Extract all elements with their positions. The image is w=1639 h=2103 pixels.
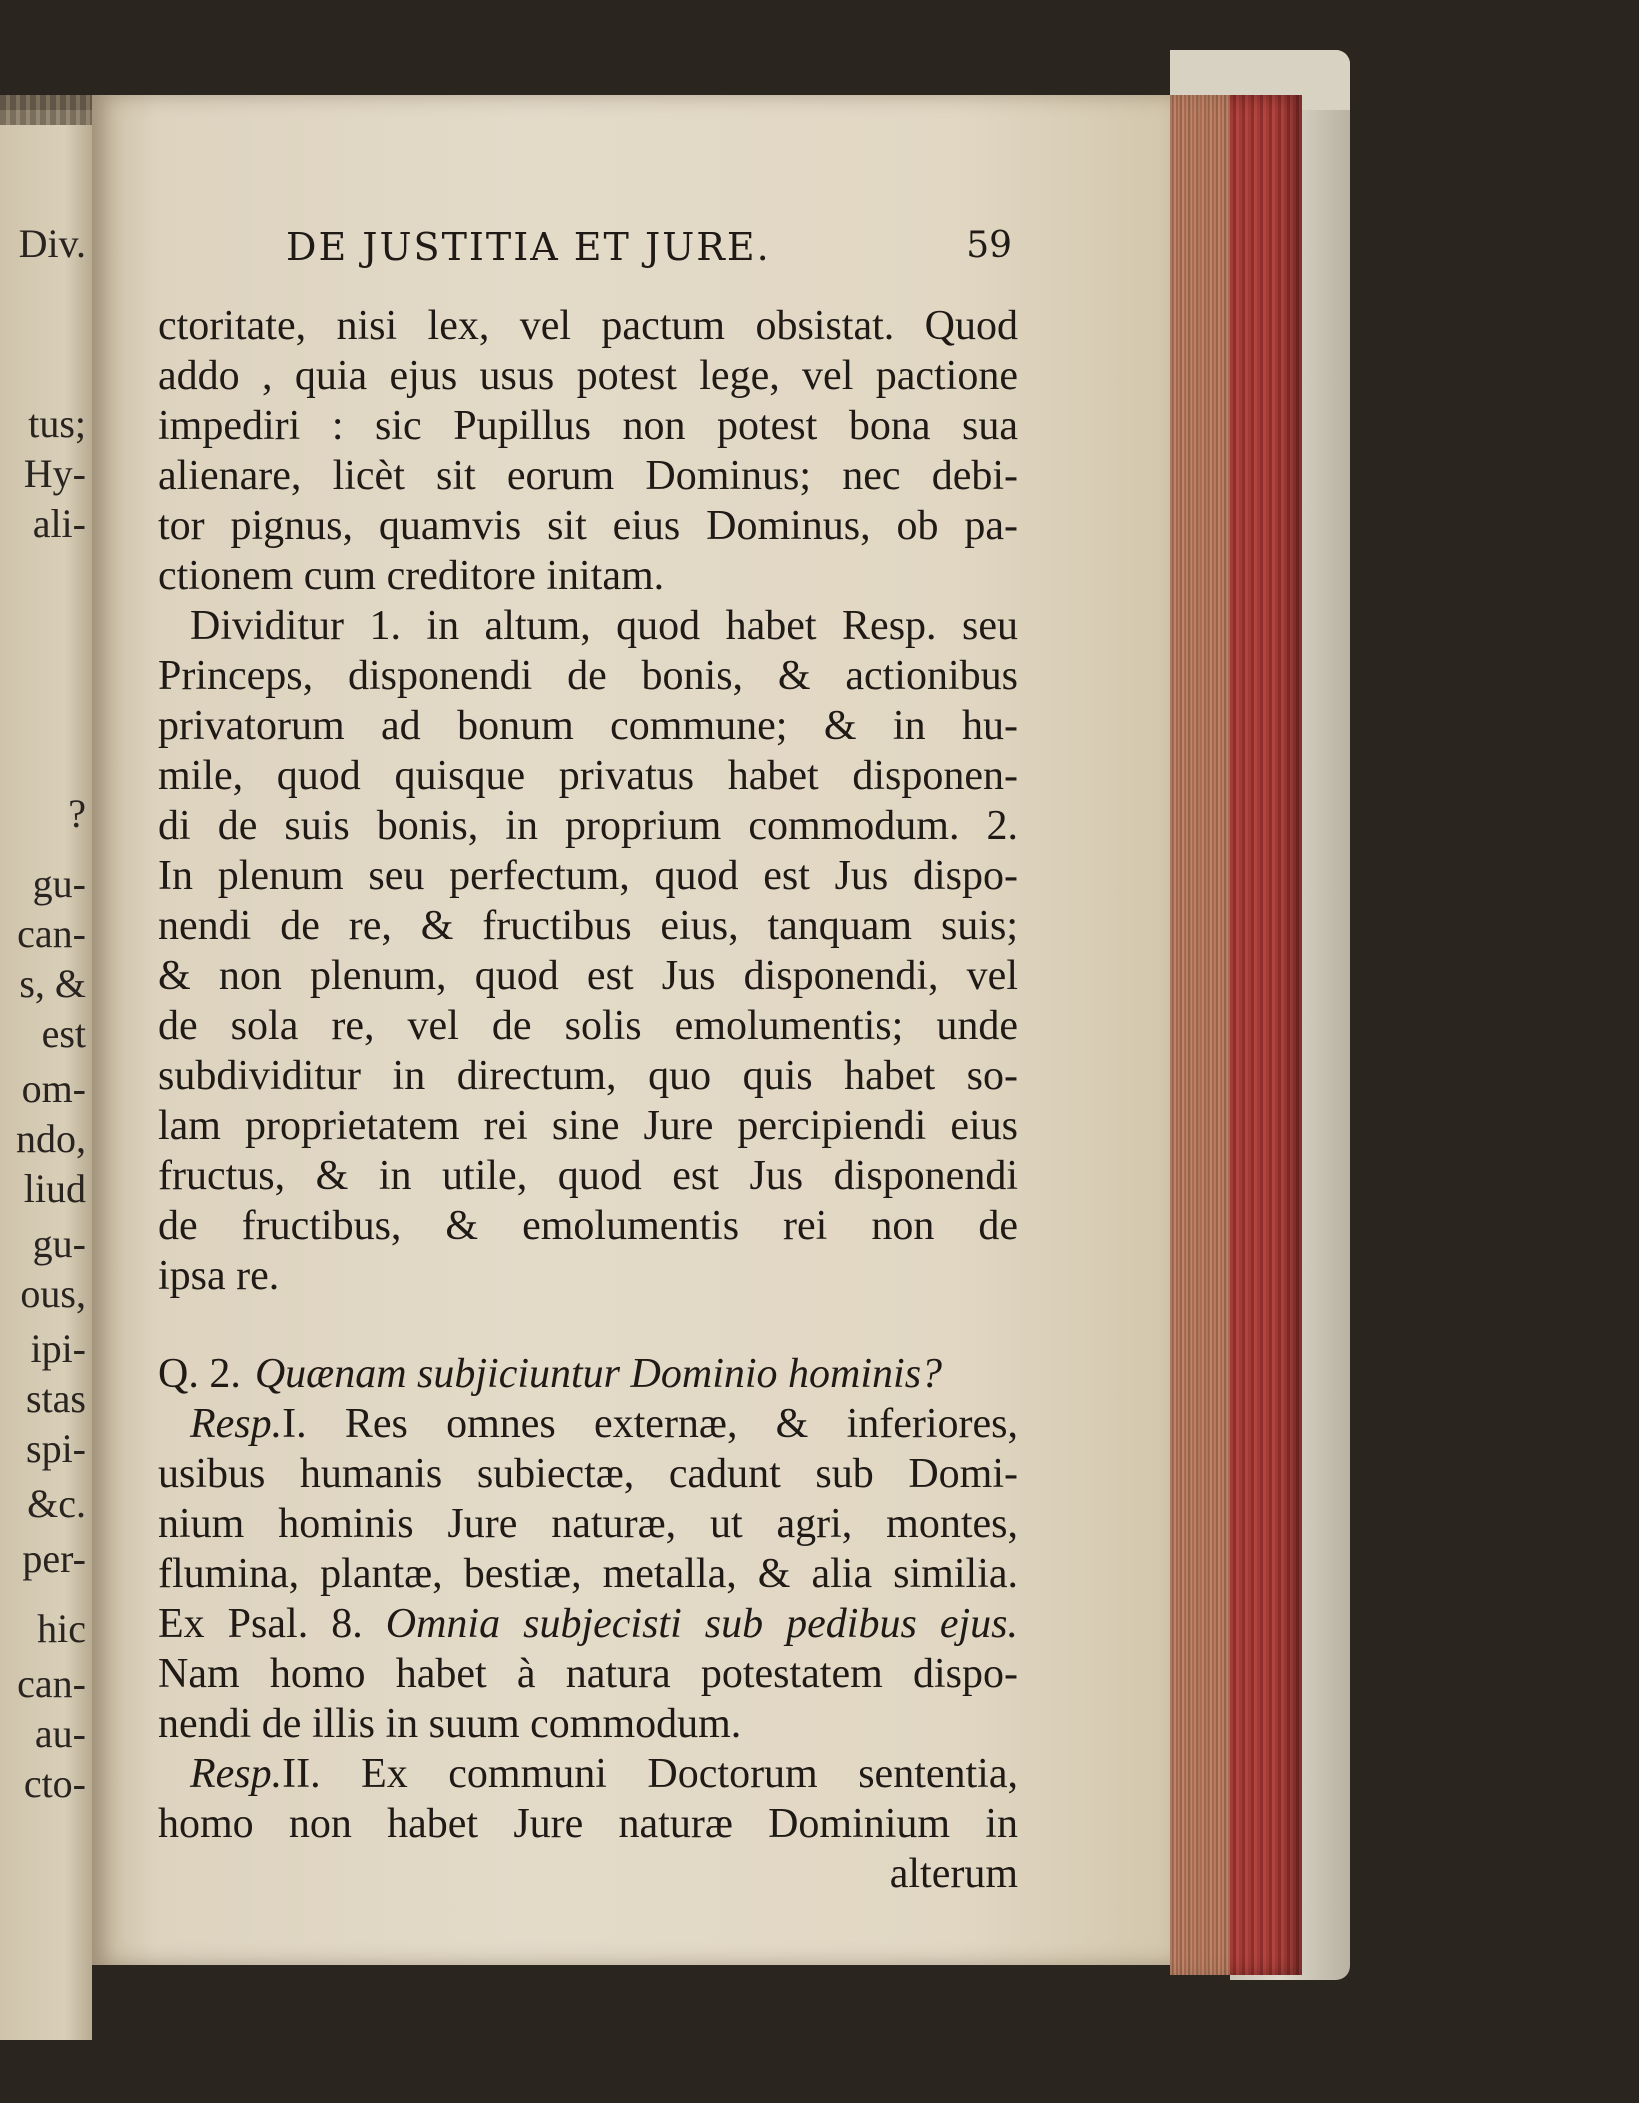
left-page-fragment: om- (21, 1066, 86, 1111)
left-page-fragment: can- (17, 1661, 86, 1706)
text-line (158, 1749, 1018, 1799)
text-line: Princeps, disponendi de bonis, & actionibus (158, 653, 1018, 699)
left-page-fragment: ous, (20, 1271, 86, 1316)
left-page-fragment: liud (23, 1166, 86, 1211)
text-line: ipsa re. (158, 1253, 280, 1299)
text-line: nendi de re, & fructibus eius, tanquam suis; (158, 903, 1018, 949)
left-page-fragment: per- (22, 1536, 86, 1581)
running-title: DE JUSTITIA ET JURE. (286, 225, 771, 269)
resp-text: I. Res omnes externæ, & inferiores, (282, 1401, 1018, 1447)
previous-page-strip (0, 110, 92, 2040)
left-page-fragment: stas (26, 1376, 86, 1421)
text-line (158, 1399, 1018, 1449)
left-page-fragment: ali- (32, 501, 86, 546)
text-line: nium hominis Jure naturæ, ut agri, montes, (158, 1501, 1018, 1547)
scripture-quote: Omnia subjecisti sub pedibus ejus. (385, 1601, 1019, 1647)
text-line: subdividitur in directum, quo quis habet so- (158, 1053, 1018, 1099)
page-text-block (158, 225, 1018, 1899)
left-page-fragment: tus; (28, 401, 86, 446)
text-line: privatorum ad bonum commune; & in hu- (158, 703, 1018, 749)
left-page-fragment: hic (37, 1606, 86, 1651)
text-line (158, 1599, 1018, 1649)
question-label: Q. 2. (158, 1351, 241, 1397)
text-line: & non plenum, quod est Jus disponendi, vel (158, 953, 1018, 999)
page-block-fore-edge (1170, 95, 1230, 1975)
text-line: ctoritate, nisi lex, vel pactum obsistat. Quod (158, 303, 1018, 349)
text-line: di de suis bonis, in proprium commodum. 2. (158, 803, 1018, 849)
text-line: de fructibus, & emolumentis rei non de (158, 1203, 1018, 1249)
text-line: In plenum seu perfectum, quod est Jus dispo- (158, 853, 1018, 899)
question-heading (158, 1349, 1018, 1399)
left-page-fragment: s, & (19, 961, 86, 1006)
text-line: ctionem cum creditore initam. (158, 553, 665, 599)
text-line: fructus, & in utile, quod est Jus disponendi (158, 1153, 1018, 1199)
response-1 (158, 1399, 1018, 1749)
left-page-fragment: &c. (27, 1481, 86, 1526)
running-head (158, 225, 1018, 285)
left-page-fragment: ipi- (30, 1326, 86, 1371)
left-page-fragment: Hy- (23, 451, 86, 496)
left-page-fragment: gu- (32, 861, 86, 906)
left-page-fragment: est (41, 1011, 86, 1056)
response-2 (158, 1749, 1018, 1899)
text-line: flumina, plantæ, bestiæ, metalla, & alia similia. (158, 1551, 1018, 1597)
left-page-fragment: au- (34, 1711, 86, 1756)
resp-text: II. Ex communi Doctorum sententia, (282, 1751, 1018, 1797)
text-line: usibus humanis subiectæ, cadunt sub Domi- (158, 1451, 1018, 1497)
text-line: nendi de illis in suum commodum. (158, 1701, 742, 1747)
resp-label: Resp. (190, 1401, 283, 1447)
left-page-fragment: spi- (26, 1426, 86, 1471)
left-page-fragment: Div. (18, 221, 86, 266)
left-page-fragment: gu- (32, 1221, 86, 1266)
catchword: alterum (889, 1851, 1018, 1897)
left-page-fragment: ndo, (16, 1116, 86, 1161)
text-line: alienare, licèt sit eorum Dominus; nec debi- (158, 453, 1018, 499)
text-line: de sola re, vel de solis emolumentis; unde (158, 1003, 1018, 1049)
text-line: impediri : sic Pupillus non potest bona sua (158, 403, 1018, 449)
text-line: lam proprietatem rei sine Jure percipiendi eius (158, 1103, 1018, 1149)
left-page-fragment: ? (68, 791, 86, 836)
text-line: Nam homo habet à natura potestatem dispo- (158, 1651, 1018, 1697)
paragraph-1 (158, 301, 1018, 601)
left-page-fragment: can- (17, 911, 86, 956)
left-page-fragment: cto- (23, 1761, 86, 1806)
text-line: addo , quia ejus usus potest lege, vel pactione (158, 353, 1018, 399)
text-line: homo non habet Jure naturæ Dominium in (158, 1801, 1018, 1847)
text-line: tor pignus, quamvis sit eius Dominus, ob pa- (158, 503, 1018, 549)
text-line: Dividitur 1. in altum, quod habet Resp. seu (190, 603, 1018, 649)
scripture-ref: Ex Psal. 8. (158, 1601, 363, 1647)
question-text: Quænam subjiciuntur Dominio hominis? (254, 1351, 943, 1397)
paragraph-2 (158, 601, 1018, 1301)
page-number: 59 (966, 225, 1012, 266)
resp-label: Resp. (190, 1751, 283, 1797)
text-line: mile, quod quisque privatus habet disponen- (158, 753, 1018, 799)
